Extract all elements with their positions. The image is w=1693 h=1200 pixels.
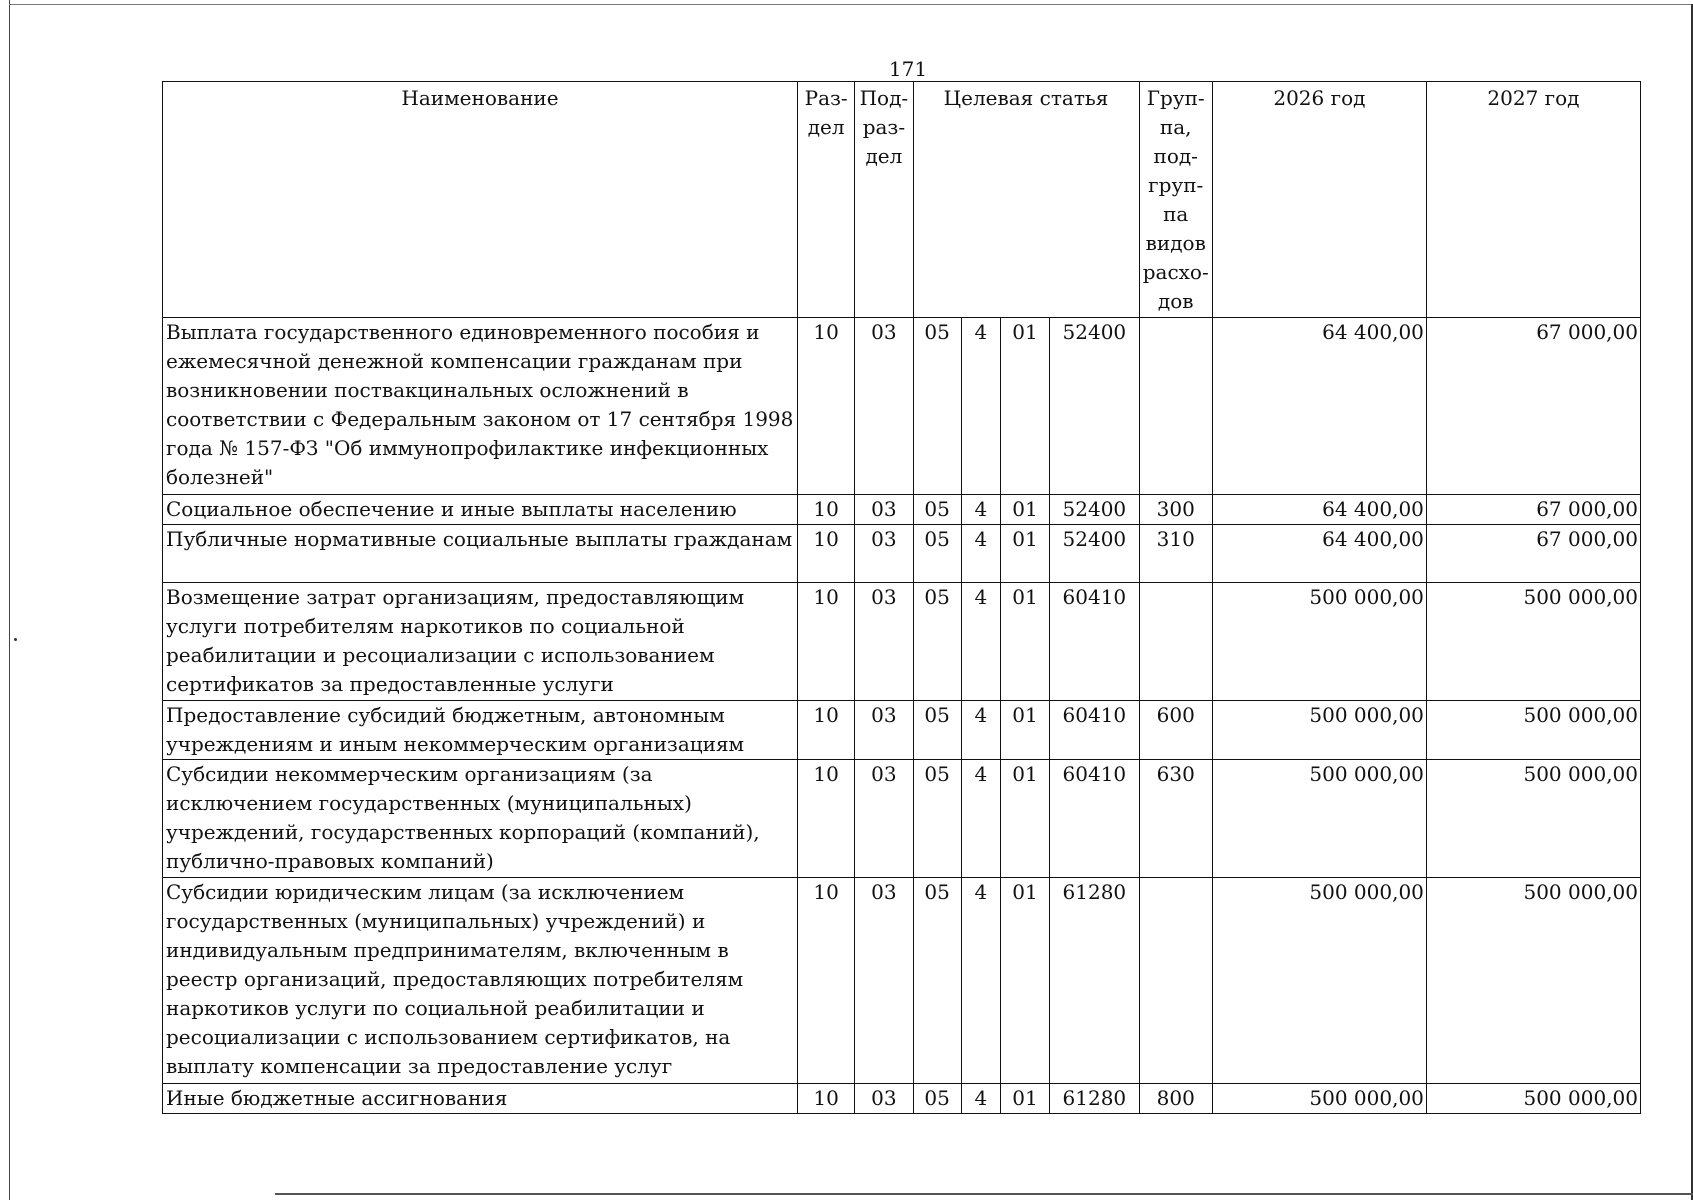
row-podrazdel: 03: [855, 318, 913, 495]
row-amount-2026: 500 000,00: [1212, 701, 1426, 760]
row-amount-2027: 500 000,00: [1426, 701, 1640, 760]
row-gruppa: 310: [1139, 525, 1212, 583]
row-gruppa: 800: [1139, 1084, 1212, 1114]
row-cs-type: 4: [961, 495, 1000, 525]
row-name: Публичные нормативные социальные выплаты гражданам: [163, 525, 798, 583]
row-cs-direction: 60410: [1050, 583, 1139, 701]
row-cs-program: 05: [913, 760, 961, 878]
table-row: [163, 495, 1641, 525]
row-amount-2026: 500 000,00: [1212, 1084, 1426, 1114]
table-row: [163, 1084, 1641, 1114]
row-cs-subprogram: 01: [1000, 583, 1049, 701]
row-amount-2026: 64 400,00: [1212, 318, 1426, 495]
row-cs-subprogram: 01: [1000, 525, 1049, 583]
row-cs-direction: 52400: [1050, 318, 1139, 495]
header-name: Наименование: [163, 82, 798, 318]
row-amount-2027: 500 000,00: [1426, 760, 1640, 878]
row-name: Возмещение затрат организациям, предоставляющим услуги потребителям наркотиков по социальной реабилитации и ресоциализации с использованием сертификатов за предоставленные услуги: [163, 583, 798, 701]
scan-edge-top: [9, 4, 1693, 5]
budget-table: [162, 81, 1641, 1114]
row-razdel: 10: [798, 701, 855, 760]
row-amount-2026: 64 400,00: [1212, 495, 1426, 525]
row-podrazdel: 03: [855, 701, 913, 760]
row-cs-program: 05: [913, 525, 961, 583]
row-cs-type: 4: [961, 760, 1000, 878]
row-amount-2026: 500 000,00: [1212, 878, 1426, 1084]
row-cs-type: 4: [961, 878, 1000, 1084]
page-number: 171: [888, 57, 928, 81]
row-cs-program: 05: [913, 495, 961, 525]
scan-speck: [14, 638, 17, 641]
row-podrazdel: 03: [855, 525, 913, 583]
table-row: [163, 701, 1641, 760]
row-gruppa: 630: [1139, 760, 1212, 878]
row-gruppa: [1139, 318, 1212, 495]
row-cs-direction: 61280: [1050, 878, 1139, 1084]
header-year-2026: 2026 год: [1212, 82, 1426, 318]
row-razdel: 10: [798, 495, 855, 525]
row-razdel: 10: [798, 583, 855, 701]
row-amount-2027: 500 000,00: [1426, 1084, 1640, 1114]
row-cs-subprogram: 01: [1000, 878, 1049, 1084]
row-cs-type: 4: [961, 318, 1000, 495]
row-podrazdel: 03: [855, 760, 913, 878]
table-row: [163, 760, 1641, 878]
row-podrazdel: 03: [855, 583, 913, 701]
row-razdel: 10: [798, 878, 855, 1084]
row-amount-2026: 64 400,00: [1212, 525, 1426, 583]
row-gruppa: 600: [1139, 701, 1212, 760]
row-name: Субсидии юридическим лицам (за исключением государственных (муниципальных) учреждений) и индивидуальным предпринимателям, включенным в реестр организаций, предоставляющих потребителям наркотиков услуги по социальной реабилитации и ресоциализации с использованием сертификатов, на выплату компенсации за предоставление услуг: [163, 878, 798, 1084]
table-row: [163, 318, 1641, 495]
row-cs-direction: 52400: [1050, 495, 1139, 525]
row-cs-type: 4: [961, 1084, 1000, 1114]
table-row: [163, 525, 1641, 583]
row-name: Иные бюджетные ассигнования: [163, 1084, 798, 1114]
scan-edge-left: [9, 0, 10, 1200]
row-name: Субсидии некоммерческим организациям (за исключением государственных (муниципальных) учреждений, государственных корпораций (компаний), публично-правовых компаний): [163, 760, 798, 878]
row-podrazdel: 03: [855, 878, 913, 1084]
table-header-row: [163, 82, 1641, 318]
row-cs-subprogram: 01: [1000, 318, 1049, 495]
header-celevaya-statya: Целевая статья: [913, 82, 1139, 318]
row-cs-direction: 52400: [1050, 525, 1139, 583]
row-razdel: 10: [798, 760, 855, 878]
row-cs-type: 4: [961, 701, 1000, 760]
row-gruppa: [1139, 878, 1212, 1084]
row-razdel: 10: [798, 1084, 855, 1114]
row-razdel: 10: [798, 318, 855, 495]
row-name: Социальное обеспечение и иные выплаты населению: [163, 495, 798, 525]
row-cs-direction: 60410: [1050, 760, 1139, 878]
row-cs-direction: 61280: [1050, 1084, 1139, 1114]
row-amount-2027: 500 000,00: [1426, 583, 1640, 701]
header-gruppa: Груп- па, под- груп- па видов расхо- дов: [1139, 82, 1212, 318]
row-cs-program: 05: [913, 701, 961, 760]
row-razdel: 10: [798, 525, 855, 583]
row-cs-subprogram: 01: [1000, 701, 1049, 760]
row-gruppa: [1139, 583, 1212, 701]
row-podrazdel: 03: [855, 1084, 913, 1114]
row-name: Предоставление субсидий бюджетным, автономным учреждениям и иным некоммерческим организациям: [163, 701, 798, 760]
row-cs-program: 05: [913, 583, 961, 701]
row-amount-2026: 500 000,00: [1212, 583, 1426, 701]
header-razdel: Раз- дел: [798, 82, 855, 318]
row-amount-2027: 67 000,00: [1426, 525, 1640, 583]
row-cs-type: 4: [961, 583, 1000, 701]
header-year-2027: 2027 год: [1426, 82, 1640, 318]
table-row: [163, 878, 1641, 1084]
row-cs-type: 4: [961, 525, 1000, 583]
row-cs-program: 05: [913, 318, 961, 495]
row-cs-direction: 60410: [1050, 701, 1139, 760]
row-cs-subprogram: 01: [1000, 495, 1049, 525]
header-podrazdel: Под- раз- дел: [855, 82, 913, 318]
row-gruppa: 300: [1139, 495, 1212, 525]
scan-edge-bottom: [275, 1193, 1693, 1195]
row-amount-2026: 500 000,00: [1212, 760, 1426, 878]
row-amount-2027: 500 000,00: [1426, 878, 1640, 1084]
row-cs-program: 05: [913, 1084, 961, 1114]
row-amount-2027: 67 000,00: [1426, 495, 1640, 525]
row-podrazdel: 03: [855, 495, 913, 525]
row-cs-subprogram: 01: [1000, 1084, 1049, 1114]
row-cs-subprogram: 01: [1000, 760, 1049, 878]
row-cs-program: 05: [913, 878, 961, 1084]
row-name: Выплата государственного единовременного пособия и ежемесячной денежной компенсации гражданам при возникновении поствакцинальных осложнений в соответствии с Федеральным законом от 17 сентября 1998 года № 157-ФЗ "Об иммунопрофилактике инфекционных болезней": [163, 318, 798, 495]
table-row: [163, 583, 1641, 701]
row-amount-2027: 67 000,00: [1426, 318, 1640, 495]
